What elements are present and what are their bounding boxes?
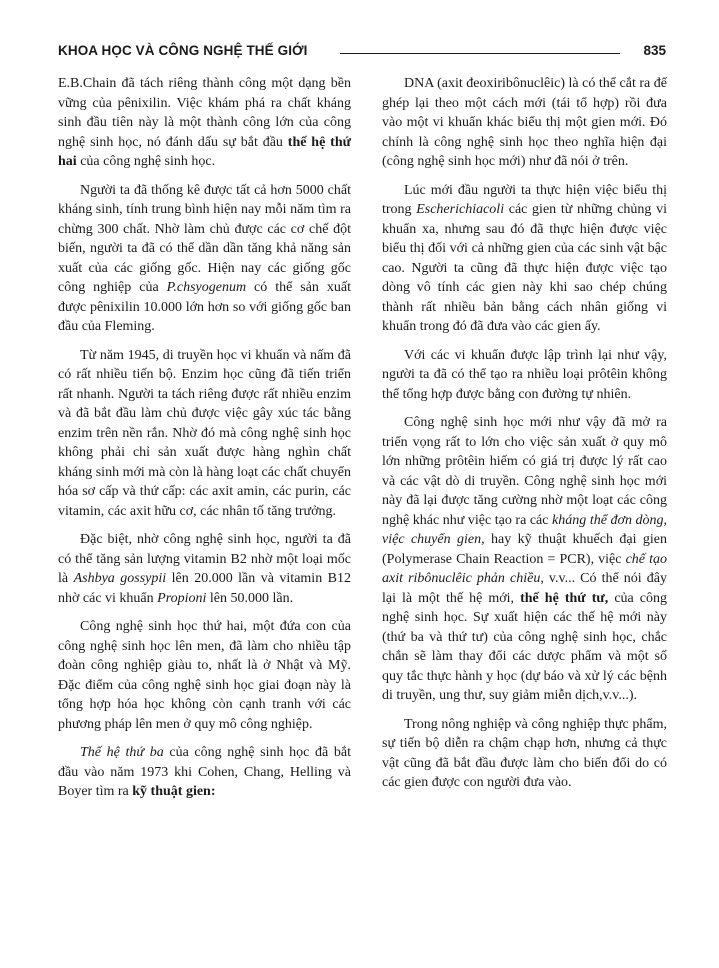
paragraph-left-4: Đặc biệt, nhờ công nghệ sinh học, người ta đã có thể tăng sản lượng vitamin B2 nhờ một loại mốc là Ashbya gossypii lên 20.000 lần và vitamin B12 nhờ các vi khuẩn Propioni lên 50.000 lần. xyxy=(58,532,351,606)
paragraph-left-5: Công nghệ sinh học thứ hai, một đứa con của công nghệ sinh học lên men, đã làm cho nhiều tập đoàn công nghiệp giàu to, nhất là ở Nhật và Mỹ. Đặc điểm của công nghệ sinh học giai đoạn này là tổng hợp hóa học không còn cạnh tranh với các phương pháp lên men ở quy mô công nghiệp. xyxy=(58,619,351,732)
paragraph-right-5: Trong nông nghiệp và công nghiệp thực phẩm, sự tiến bộ diễn ra chậm chạp hơn, nhưng cả thực vật cũng đã bắt đầu được làm cho biến đổi do có các gien được con người đưa vào. xyxy=(382,716,667,790)
paragraph-right-2: Lúc mới đầu người ta thực hiện việc biểu thị trong Escherichiacoli các gien từ những chủng vi khuẩn xa, nhưng sau đó đã thực hiện được việc biểu thị đối với cả những gien của các sinh vật bậc cao. Người ta cũng đã thực hiện được việc tạo dòng vô tính các gien này khi sao chép chúng thành rất nhiều bản bằng cách nhân giống vi khuẩn trong đó đã đưa vào các gien ấy. xyxy=(382,182,667,334)
paragraph-right-3: Với các vi khuẩn được lập trình lại như vậy, người ta đã có thể tạo ra nhiều loại prôtêin không thể tổng hợp được bằng con đường tự nhiên. xyxy=(382,347,667,402)
page-number: 835 xyxy=(643,43,666,58)
species-name: P.chsyogenum xyxy=(166,280,247,295)
paragraph-right-1: DNA (axit đeoxiribônuclêic) là có thể cắt ra để ghép lại theo một cách mới (tái tổ hợp) rồi đưa vào một vi khuẩn khác biểu thị một gien mới. Đó chính là công nghệ sinh học theo nghĩa hiện đại (công nghệ sinh học mới) như đã nói ở trên. xyxy=(382,76,667,169)
paragraph-left-1: E.B.Chain đã tách riêng thành công một dạng bền vững của pênixilin. Việc khám phá ra chất kháng sinh đầu tiên này là một thành công lớn của công nghệ sinh học, nó đánh dấu sự bắt đầu thế hệ thứ hai của công nghệ sinh học. xyxy=(58,76,352,169)
paragraph-left-3: Từ năm 1945, di truyền học vi khuẩn và nấm đã có rất nhiều tiến bộ. Enzim học cũng đã tiến triển rất nhanh. Người ta tách riêng được rất nhiều enzim và đã bắt đầu làm chủ được việc gây xúc tác bằng enzim trên nền rắn. Nhờ đó mà công nghệ sinh học không phải chỉ sản xuất được hàng nghìn chất kháng sinh mới mà còn là hàng loạt các chất chuyển hóa sơ cấp và thứ cấp: các axit amin, các purin, các vitamin, các axit hữu cơ, các nhân tố tăng trưởng. xyxy=(58,347,351,519)
species-name-ashbya: Ashbya gossypii xyxy=(73,571,167,586)
running-header xyxy=(58,43,666,65)
species-name-propioni: Propioni xyxy=(157,590,207,606)
emphasis-third-generation: Thế hệ thứ ba xyxy=(80,745,164,760)
emphasis-gene-technique: kỹ thuật gien: xyxy=(132,784,216,799)
right-column xyxy=(382,74,667,802)
species-name-ecoli: Escherichiacoli xyxy=(416,202,505,217)
paragraph-left-6: Thế hệ thứ ba của công nghệ sinh học đã bắt đầu vào năm 1973 khi Cohen, Chang, Helling và Boyer tìm ra kỹ thuật gien: xyxy=(58,745,351,799)
paragraph-right-4: Công nghệ sinh học mới như vậy đã mở ra triển vọng rất to lớn cho việc sản xuất ở quy mô lớn những prôtêin hiếm có giá trị được lý rất cao và các vật dò di truyền. Công nghệ sinh học mới này đã lại được tăng cường nhờ một loạt các công nghệ khác như việc tạo ra các kháng thể đơn dòng, việc chuyển gien, hay kỹ thuật khuếch đại gien (Polymerase Chain Reaction = PCR), việc chế tạo axit ribônuclêic phản chiều, v.v... Có thể nói đây lại là một thế hệ mới, thế hệ thứ tư, của công nghệ sinh học. Sự xuất hiện các thế hệ mới này (thứ ba và thứ tư) của công nghệ sinh học, chắc chắn sẽ làm thay đổi các dược phẩm và một số quy tắc thực hành y học (dự báo và xử lý các bệnh di truyền, ung thư, suy giảm miễn dịch,v.v...). xyxy=(382,415,667,703)
emphasis-antibodies: kháng thể đơn dòng, việc chuyển gien, xyxy=(382,512,667,547)
header-title: KHOA HỌC VÀ CÔNG NGHỆ THẾ GIỚI xyxy=(58,43,308,58)
header-rule xyxy=(340,53,620,54)
emphasis-rna: chế tạo axit ribônuclêic phản chiều, xyxy=(382,551,667,586)
emphasis-second-generation: thế hệ thứ hai xyxy=(58,134,352,169)
left-column xyxy=(58,74,351,811)
paragraph-left-2: Người ta đã thống kê được tất cả hơn 5000 chất kháng sinh, tính trung bình hiện nay mỗi năm tìm ra chừng 300 chất. Nhờ làm chủ được các cơ chế đột biến, người ta đã có thể dần dần tăng khả năng sản xuất của các giống gốc. Hiện nay các giống gốc công nghiệp của P.chsyogenum có thể sản xuất được pênixilin 10.000 lớn hơn so với giống gốc ban đầu của Fleming. xyxy=(58,182,351,334)
emphasis-fourth-generation: thế hệ thứ tư, xyxy=(520,590,609,606)
